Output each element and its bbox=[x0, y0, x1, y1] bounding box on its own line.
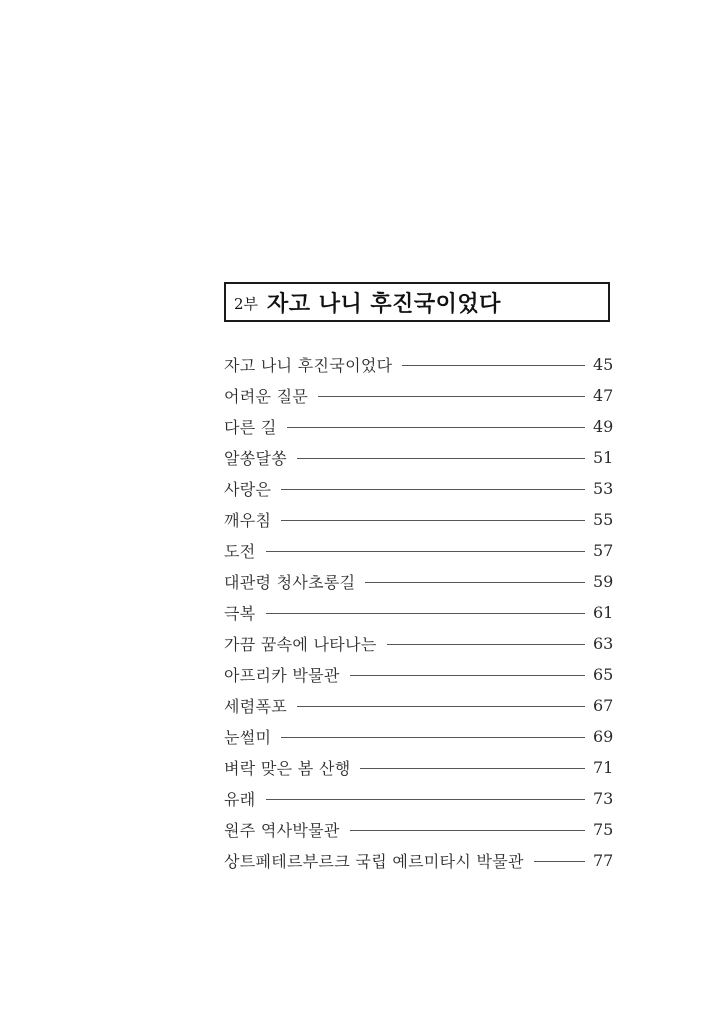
toc-leader-line bbox=[266, 551, 585, 552]
part-title: 자고 나니 후진국이었다 bbox=[267, 290, 501, 317]
toc-entry[interactable] bbox=[224, 783, 613, 814]
toc-leader-line bbox=[350, 830, 585, 831]
toc-entry-page: 61 bbox=[593, 603, 614, 622]
toc-entry-title: 극복 bbox=[224, 604, 256, 623]
toc-entry-title: 어려운 질문 bbox=[224, 387, 309, 406]
toc-entry[interactable] bbox=[224, 628, 613, 659]
toc-entry[interactable] bbox=[224, 690, 613, 721]
toc-leader-line bbox=[350, 675, 585, 676]
toc-leader-line bbox=[318, 396, 585, 397]
toc-entry-title: 상트페테르부르크 국립 예르미타시 박물관 bbox=[224, 852, 524, 871]
toc-entry-page: 67 bbox=[593, 696, 614, 715]
toc-entry[interactable] bbox=[224, 504, 613, 535]
toc-entry-page: 63 bbox=[593, 634, 614, 653]
toc-entry-title: 깨우침 bbox=[224, 511, 272, 530]
part-label: 2부 bbox=[234, 294, 259, 313]
toc-entry-page: 75 bbox=[593, 820, 614, 839]
toc-leader-line bbox=[281, 489, 585, 490]
toc-leader-line bbox=[287, 427, 585, 428]
toc-entry-title: 사랑은 bbox=[224, 480, 272, 499]
toc-entry-page: 49 bbox=[593, 417, 614, 436]
toc-entry-page: 73 bbox=[593, 789, 614, 808]
toc-entry-page: 59 bbox=[593, 572, 614, 591]
toc-leader-line bbox=[402, 365, 585, 366]
toc-entry-page: 51 bbox=[593, 448, 614, 467]
toc-entry[interactable] bbox=[224, 349, 613, 380]
toc-entry-title: 유래 bbox=[224, 790, 256, 809]
toc-leader-line bbox=[266, 799, 585, 800]
toc-entry-page: 57 bbox=[593, 541, 614, 560]
toc-entry-page: 53 bbox=[593, 479, 614, 498]
toc-entry[interactable] bbox=[224, 845, 613, 876]
toc-entry-page: 69 bbox=[593, 727, 614, 746]
toc-leader-line bbox=[297, 458, 585, 459]
toc-entry[interactable] bbox=[224, 535, 613, 566]
toc-entry-title: 다른 길 bbox=[224, 418, 277, 437]
toc-entry-page: 71 bbox=[593, 758, 614, 777]
toc-entry-page: 47 bbox=[593, 386, 614, 405]
toc-entry[interactable] bbox=[224, 566, 613, 597]
toc-leader-line bbox=[281, 520, 585, 521]
toc-entry-page: 77 bbox=[593, 851, 614, 870]
toc-entry-page: 45 bbox=[593, 355, 614, 374]
toc-leader-line bbox=[360, 768, 585, 769]
toc-entry[interactable] bbox=[224, 473, 613, 504]
toc-entry[interactable] bbox=[224, 597, 613, 628]
toc-entry-title: 아프리카 박물관 bbox=[224, 666, 340, 685]
toc-entry[interactable] bbox=[224, 380, 613, 411]
toc-entry-title: 세렴폭포 bbox=[224, 697, 288, 716]
toc-entry-title: 자고 나니 후진국이었다 bbox=[224, 356, 393, 375]
toc-entry[interactable] bbox=[224, 721, 613, 752]
part-heading-box bbox=[224, 282, 610, 322]
toc-entry-title: 대관령 청사초롱길 bbox=[224, 573, 356, 592]
toc-entry[interactable] bbox=[224, 814, 613, 845]
toc-leader-line bbox=[281, 737, 585, 738]
toc-leader-line bbox=[297, 706, 585, 707]
toc-entry[interactable] bbox=[224, 411, 613, 442]
toc-entry-title: 알쏭달쏭 bbox=[224, 449, 288, 468]
toc-entry-title: 원주 역사박물관 bbox=[224, 821, 340, 840]
toc-entry-title: 가끔 꿈속에 나타나는 bbox=[224, 635, 377, 654]
toc-entry-page: 65 bbox=[593, 665, 614, 684]
toc-entry-title: 눈썰미 bbox=[224, 728, 272, 747]
toc-leader-line bbox=[534, 861, 585, 862]
toc-entry-title: 도전 bbox=[224, 542, 256, 561]
table-of-contents bbox=[224, 349, 613, 876]
toc-entry-page: 55 bbox=[593, 510, 614, 529]
toc-leader-line bbox=[266, 613, 585, 614]
toc-leader-line bbox=[387, 644, 585, 645]
toc-entry-title: 벼락 맞은 봄 산행 bbox=[224, 759, 351, 778]
toc-entry[interactable] bbox=[224, 659, 613, 690]
toc-leader-line bbox=[365, 582, 585, 583]
toc-entry[interactable] bbox=[224, 752, 613, 783]
toc-entry[interactable] bbox=[224, 442, 613, 473]
